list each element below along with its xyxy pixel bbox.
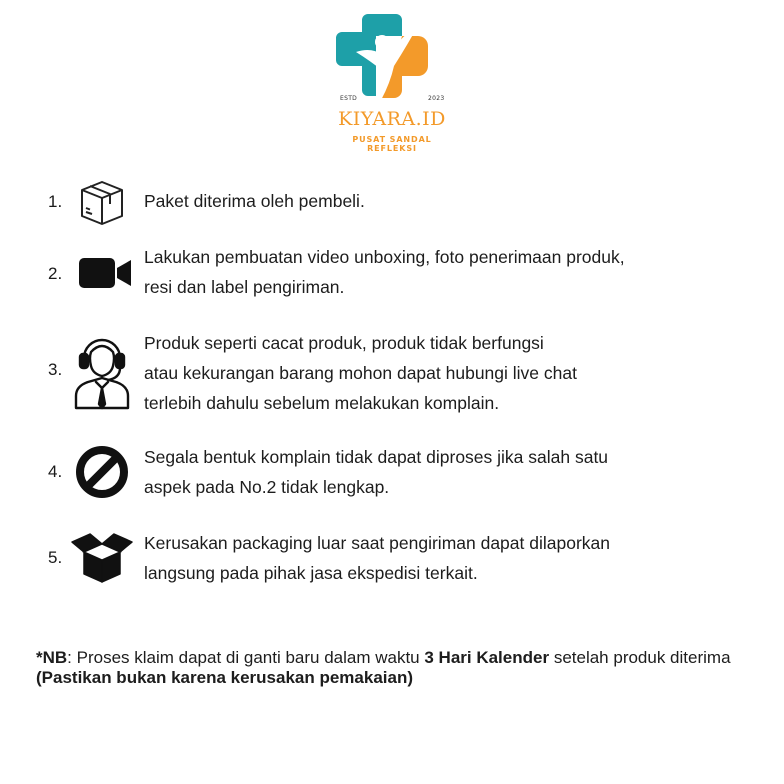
note-highlight: 3 Hari Kalender bbox=[424, 648, 550, 667]
step-text bbox=[144, 186, 744, 216]
step-line: langsung pada pihak jasa ekspedisi terkait. bbox=[144, 563, 478, 583]
package-box-icon bbox=[70, 178, 134, 242]
step-line: Paket diterima oleh pembeli. bbox=[144, 191, 365, 211]
step-number: 4. bbox=[48, 462, 63, 481]
prohibited-icon bbox=[70, 444, 134, 508]
step-line: Produk seperti cacat produk, produk tidak berfungsi bbox=[144, 333, 544, 353]
note-bold-end: (Pastikan bukan karena kerusakan pemakaian) bbox=[36, 668, 414, 687]
step-line: Kerusakan packaging luar saat pengiriman dapat dilaporkan bbox=[144, 533, 610, 553]
video-camera-icon bbox=[70, 254, 134, 318]
step-number: 5. bbox=[48, 548, 63, 567]
step-line: resi dan label pengiriman. bbox=[144, 277, 345, 297]
step-line: Segala bentuk komplain tidak dapat diproses jika salah satu bbox=[144, 447, 609, 467]
step-number: 1. bbox=[48, 192, 63, 211]
note-label: *NB bbox=[36, 648, 68, 667]
customer-service-icon bbox=[70, 330, 134, 394]
step-text bbox=[144, 442, 744, 502]
step-text bbox=[144, 328, 744, 418]
step-number: 3. bbox=[48, 360, 63, 379]
note-paragraph bbox=[36, 648, 756, 688]
note-part1: : Proses klaim dapat di ganti baru dalam waktu bbox=[67, 648, 425, 667]
open-box-icon bbox=[70, 528, 134, 592]
step-text bbox=[144, 242, 744, 302]
brand-tagline: PUSAT SANDAL REFLEKSI bbox=[352, 135, 432, 153]
logo-year: 2023 bbox=[428, 95, 445, 102]
step-line: atau kekurangan barang mohon dapat hubungi live chat bbox=[144, 363, 577, 383]
brand-logo bbox=[336, 12, 448, 162]
logo-estd: ESTD bbox=[340, 95, 358, 102]
logo-cross-figure-icon bbox=[336, 12, 448, 102]
step-number: 2. bbox=[48, 264, 63, 283]
brand-name: KIYARA.ID bbox=[338, 108, 446, 130]
step-line: aspek pada No.2 tidak lengkap. bbox=[144, 477, 390, 497]
step-line: Lakukan pembuatan video unboxing, foto penerimaan produk, bbox=[144, 247, 625, 267]
step-text bbox=[144, 528, 744, 588]
note-part2: setelah produk diterima bbox=[549, 648, 731, 667]
step-line: terlebih dahulu sebelum melakukan komplain. bbox=[144, 393, 500, 413]
